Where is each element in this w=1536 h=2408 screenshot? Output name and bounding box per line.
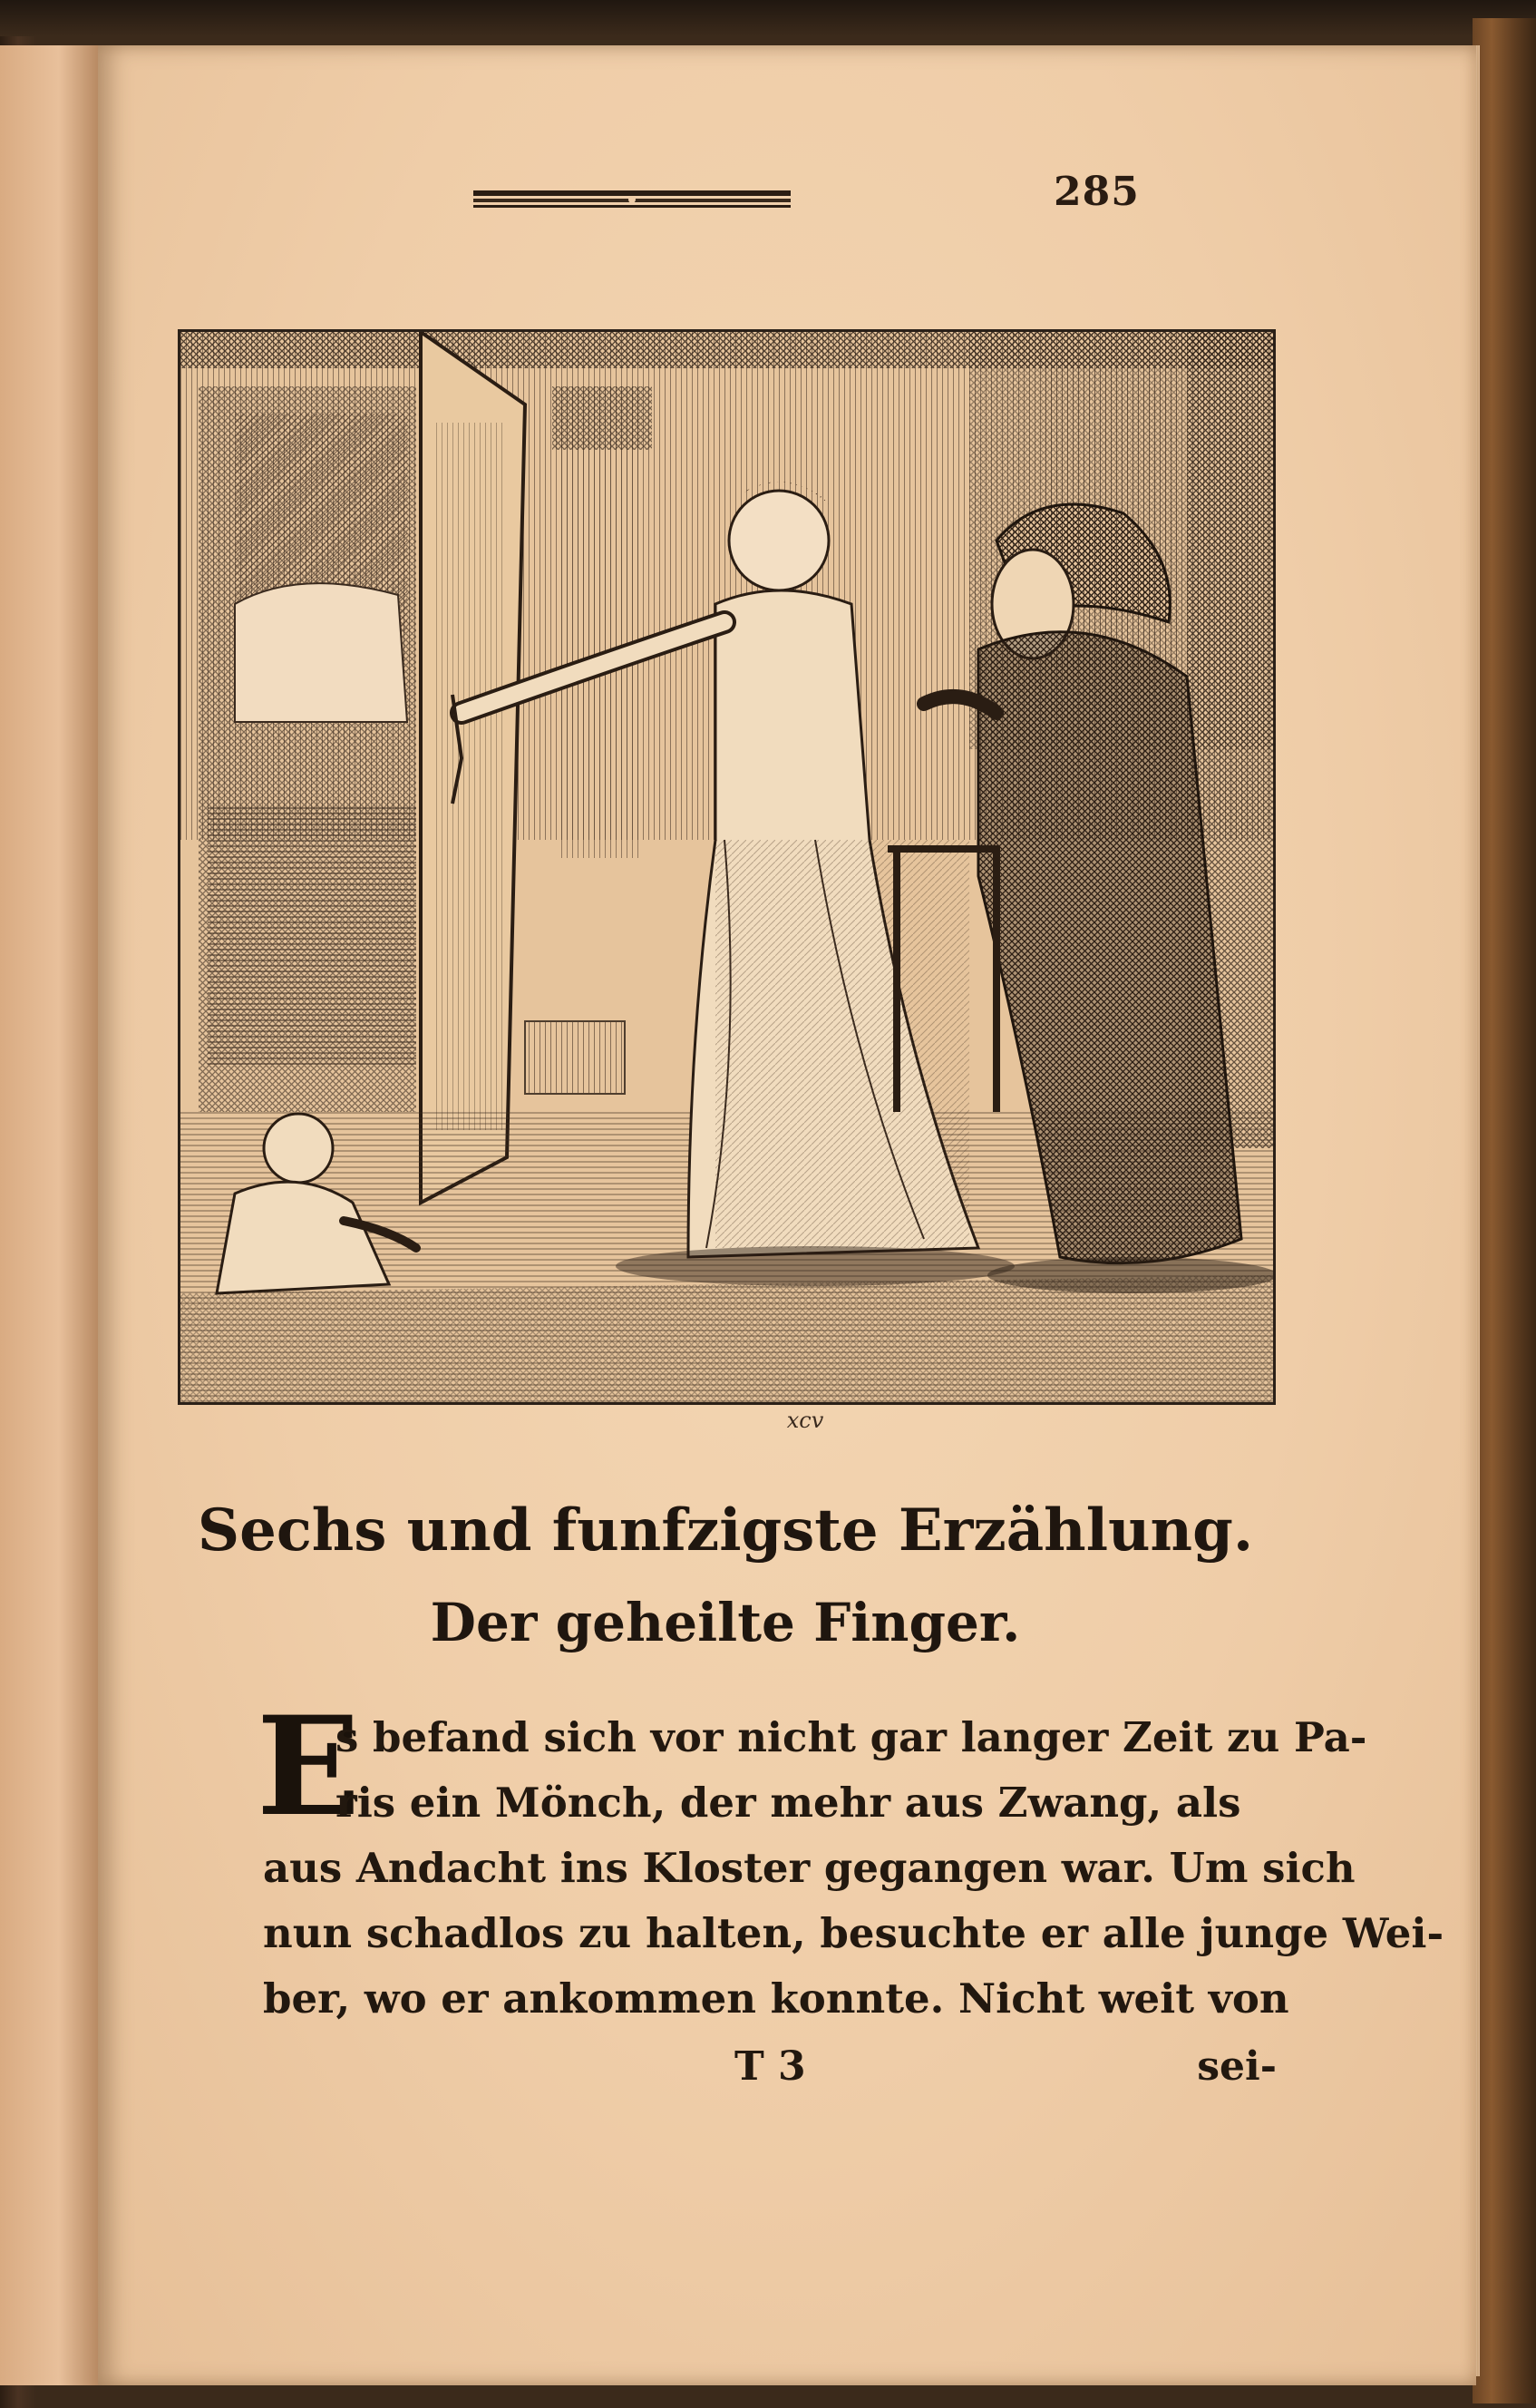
ornament-rule bbox=[471, 187, 793, 214]
story-subtitle: Der geheilte Finger. bbox=[430, 1592, 1021, 1653]
body-line: aus Andacht ins Kloster gegangen war. Um sich bbox=[263, 1844, 1356, 1892]
leather-cover-edge bbox=[1473, 18, 1536, 2403]
page-number: 285 bbox=[1054, 169, 1140, 215]
engraving-illustration bbox=[178, 329, 1276, 1405]
plate-mark: xcv bbox=[786, 1408, 824, 1433]
signature-mark: T 3 bbox=[734, 2043, 806, 2090]
book-top-edge bbox=[0, 0, 1536, 36]
body-line: nun schadlos zu halten, besuchte er alle junge Wei- bbox=[263, 1909, 1444, 1957]
drop-cap: E bbox=[257, 1687, 361, 1847]
body-line: ber, wo er ankommen konnte. Nicht weit von bbox=[263, 1974, 1289, 2023]
left-page-edge bbox=[0, 45, 98, 2385]
catchword: sei- bbox=[1197, 2043, 1277, 2090]
body-line: ris ein Mönch, der mehr aus Zwang, als bbox=[335, 1779, 1241, 1827]
body-text bbox=[263, 1705, 1444, 2032]
body-line: s befand sich vor nicht gar langer Zeit zu Pa- bbox=[335, 1713, 1367, 1761]
chapter-title: Sechs und funfzigste Erzählung. bbox=[197, 1496, 1254, 1565]
